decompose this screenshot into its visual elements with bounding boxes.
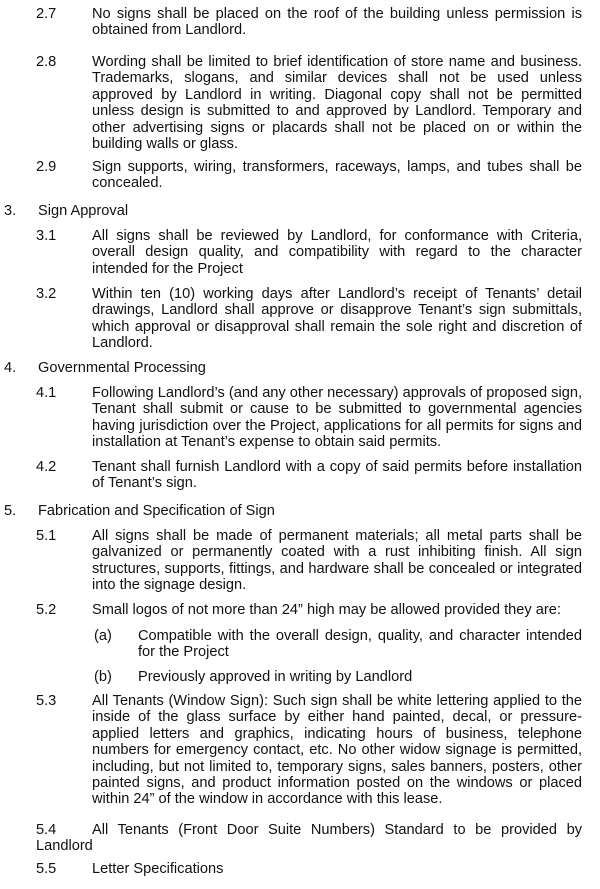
- clause-number: 5.3: [36, 693, 57, 709]
- clause-text: Sign supports, wiring, transformers, raceways, lamps, and tubes shall be concealed.: [92, 159, 582, 192]
- clause-body: All Tenants (Front Door Suite Numbers) Standard to be provided by Landlord: [36, 822, 582, 855]
- clause-number: 5.1: [36, 528, 57, 544]
- clause-number: 2.8: [36, 54, 57, 70]
- section-number: 4.: [4, 360, 17, 376]
- clause-text: No signs shall be placed on the roof of the building unless permission is obtained from Landlord.: [92, 6, 582, 39]
- clause-text: Letter Specifications: [92, 861, 224, 877]
- section-5-heading: [4, 503, 364, 521]
- clause-text: Wording shall be limited to brief identification of store name and business. Trademarks, slogans, and similar devices shall not be used unless approved by Landlord in writing. Diagonal copy shall not be permitted unless design is submitted to and approved by Landlord. Temporary and other advertising signs or placards shall not be placed on or within the building walls or glass.: [92, 54, 582, 153]
- clause-number: 2.7: [36, 6, 57, 22]
- clause-text: Tenant shall furnish Landlord with a copy of said permits before installation of Tenant’s sign.: [92, 459, 582, 492]
- clause-text: Following Landlord’s (and any other necessary) approvals of proposed sign, Tenant shall submit or cause to be submitted to governmental agencies having jurisdiction over the Project, applications for all permits for signs and installation at Tenant’s expense to obtain said permits.: [92, 385, 582, 451]
- section-title: Fabrication and Specification of Sign: [38, 503, 275, 519]
- clause-number: 3.1: [36, 228, 57, 244]
- clause-number: 5.5: [36, 861, 57, 877]
- section-number: 3.: [4, 203, 17, 219]
- clause-text: All signs shall be made of permanent materials; all metal parts shall be galvanized or permanently coated with a rust inhibiting finish. All sign structures, supports, fittings, and hardware shall be concealed or integrated into the signage design.: [92, 528, 582, 594]
- clause-text: All signs shall be reviewed by Landlord, for conformance with Criteria, overall design quality, and compatibility with regard to the character intended for the Project: [92, 228, 582, 277]
- clause-number: 4.2: [36, 459, 57, 475]
- subclause-text: Compatible with the overall design, quality, and character intended for the Project: [138, 628, 582, 661]
- clause-text: [36, 822, 582, 855]
- subclause-label: (b): [94, 669, 112, 685]
- section-3-heading: [4, 203, 304, 221]
- subclause-text: Previously approved in writing by Landlord: [138, 669, 413, 685]
- clause-number: 5.2: [36, 602, 57, 618]
- clause-number: 5.4: [36, 822, 57, 838]
- clause-number: 3.2: [36, 286, 57, 302]
- clause-text: Within ten (10) working days after Landlord’s receipt of Tenants’ detail drawings, Landlord shall approve or disapprove Tenant’s sign submittals, which approval or disapproval shall remain the sole right and discretion of Landlord.: [92, 286, 582, 352]
- clause-number: 2.9: [36, 159, 57, 175]
- section-title: Sign Approval: [38, 203, 129, 219]
- subclause-label: (a): [94, 628, 112, 644]
- section-title: Governmental Processing: [38, 360, 206, 376]
- clause-text: All Tenants (Window Sign): Such sign shall be white lettering applied to the inside of the glass surface by either hand painted, decal, or pressure-applied letters and graphics, indicating hours of business, telephone numbers for emergency contact, etc. No other widow signage is permitted, including, but not limited to, temporary signs, sales banners, posters, other painted signs, and product information posted on the windows or placed within 24” of the window in accordance with this lease.: [92, 693, 582, 808]
- clause-number: 4.1: [36, 385, 57, 401]
- section-number: 5.: [4, 503, 17, 519]
- clause-text: Small logos of not more than 24” high may be allowed provided they are:: [92, 602, 561, 618]
- section-4-heading: [4, 360, 304, 378]
